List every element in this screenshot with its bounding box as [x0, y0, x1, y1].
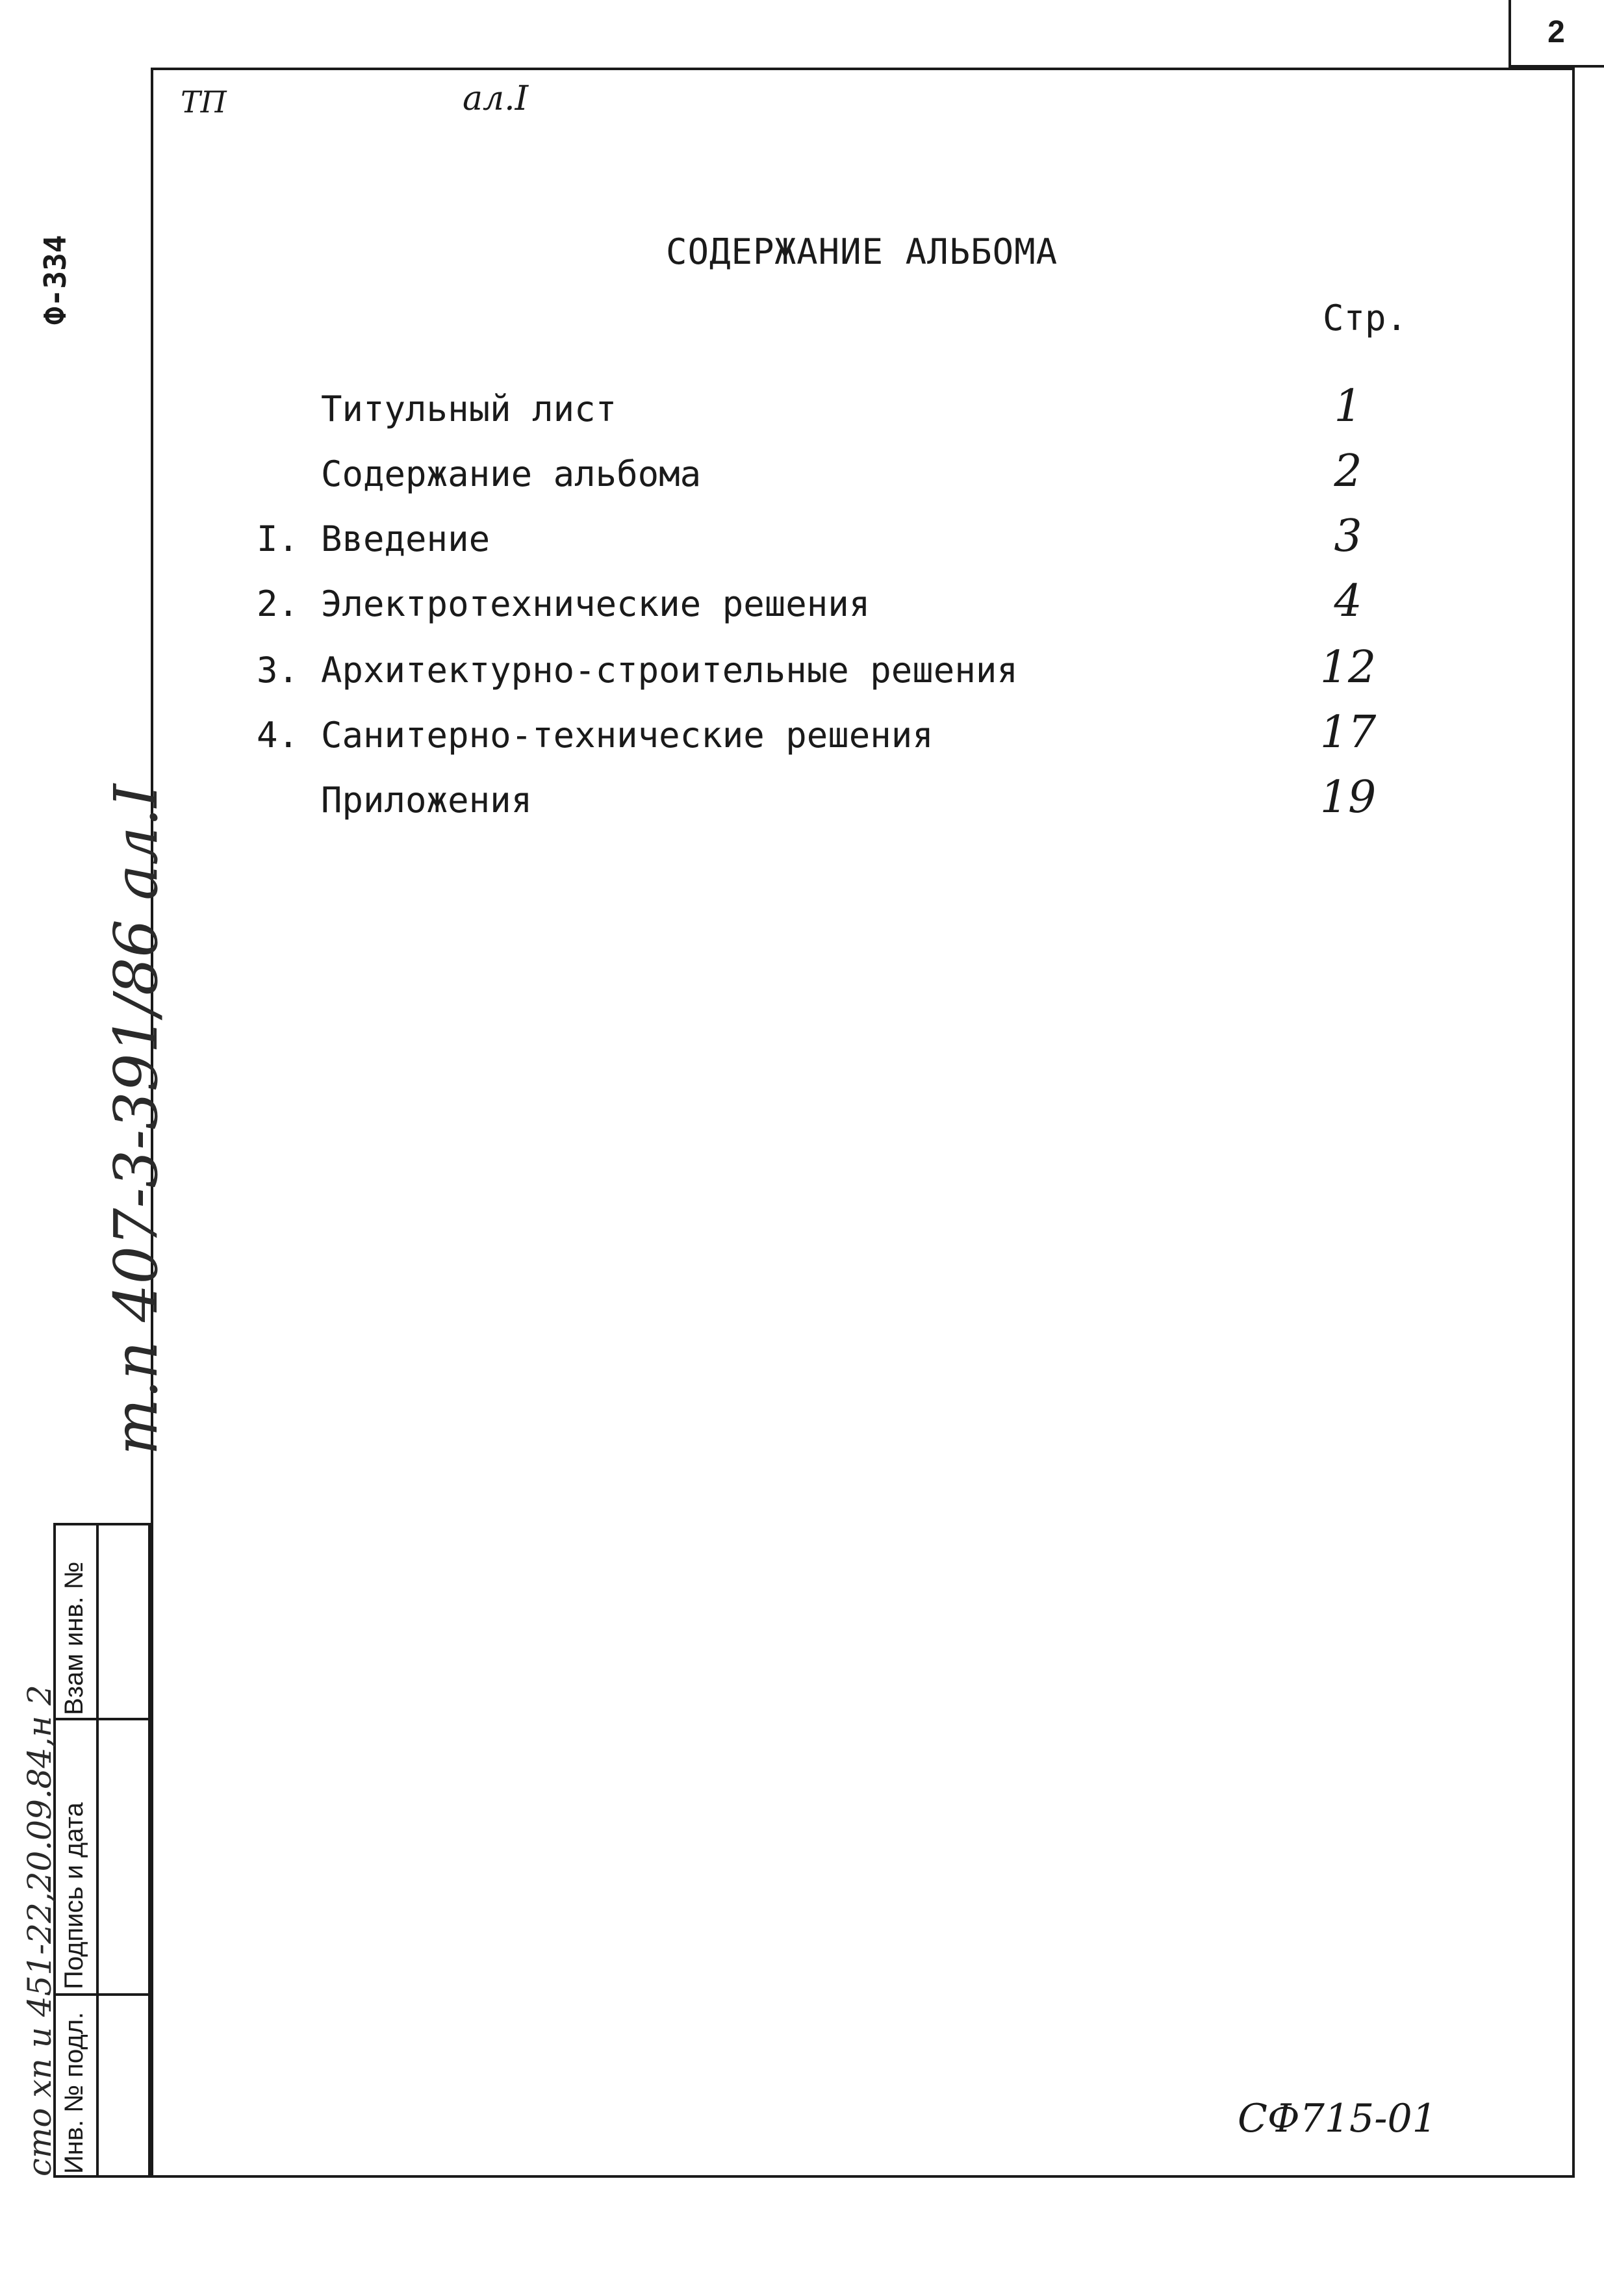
- toc-row: [0, 381, 1604, 447]
- stamp-label-replacement-inv: Взам инв. №: [60, 1561, 88, 1715]
- form-code: Ф-334: [38, 235, 73, 325]
- toc-row: [0, 707, 1604, 773]
- stamp-label-original-inv: Инв. № подл.: [60, 2011, 88, 2174]
- toc-label: Титульный лист: [321, 389, 617, 429]
- toc-page-number: 1: [1334, 381, 1362, 432]
- toc-page-number: 3: [1334, 511, 1362, 562]
- toc-number: 2.: [257, 583, 299, 624]
- toc-row: [0, 642, 1604, 708]
- footer-code: СФ715-01: [1238, 2096, 1437, 2141]
- page-column-header: Стр.: [1323, 298, 1408, 338]
- toc-label: Электротехнические решения: [321, 583, 871, 624]
- toc-label: Архитектурно-строительные решения: [321, 650, 1018, 691]
- toc-label: Введение: [321, 518, 490, 559]
- header-left-mark: ТП: [181, 84, 227, 120]
- stamp-handwritten-note: сто хп и 451-22,20.09.84,н 2: [21, 1685, 58, 2176]
- toc-page-number: 2: [1334, 446, 1362, 497]
- toc-label: Содержание альбома: [321, 453, 702, 494]
- toc-row: [0, 511, 1604, 577]
- toc-label: Санитерно-технические решения: [321, 715, 934, 756]
- toc-row: [0, 446, 1604, 512]
- toc-number: 3.: [257, 650, 299, 691]
- toc-page-number: 17: [1319, 707, 1377, 758]
- stamp-divider: [96, 1525, 99, 2175]
- toc-number: I.: [257, 518, 299, 559]
- toc-row: [0, 576, 1604, 642]
- stamp-divider: [56, 1718, 148, 1720]
- header-album-mark: ал.I: [463, 79, 529, 118]
- toc-label: Приложения: [321, 780, 533, 821]
- page-title: СОДЕРЖАНИЕ АЛЬБОМА: [666, 231, 1058, 272]
- project-code: т.п 407-3-391/86 ал.I: [101, 784, 171, 1455]
- toc-number: 4.: [257, 715, 299, 756]
- sheet-number: 2: [1547, 15, 1565, 49]
- stamp-divider: [56, 1993, 148, 1996]
- toc-page-number: 19: [1319, 772, 1377, 823]
- toc-page-number: 4: [1334, 576, 1362, 627]
- toc-page-number: 12: [1319, 642, 1377, 693]
- toc-row: [0, 772, 1604, 838]
- stamp-label-signature-date: Подпись и дата: [60, 1802, 88, 1989]
